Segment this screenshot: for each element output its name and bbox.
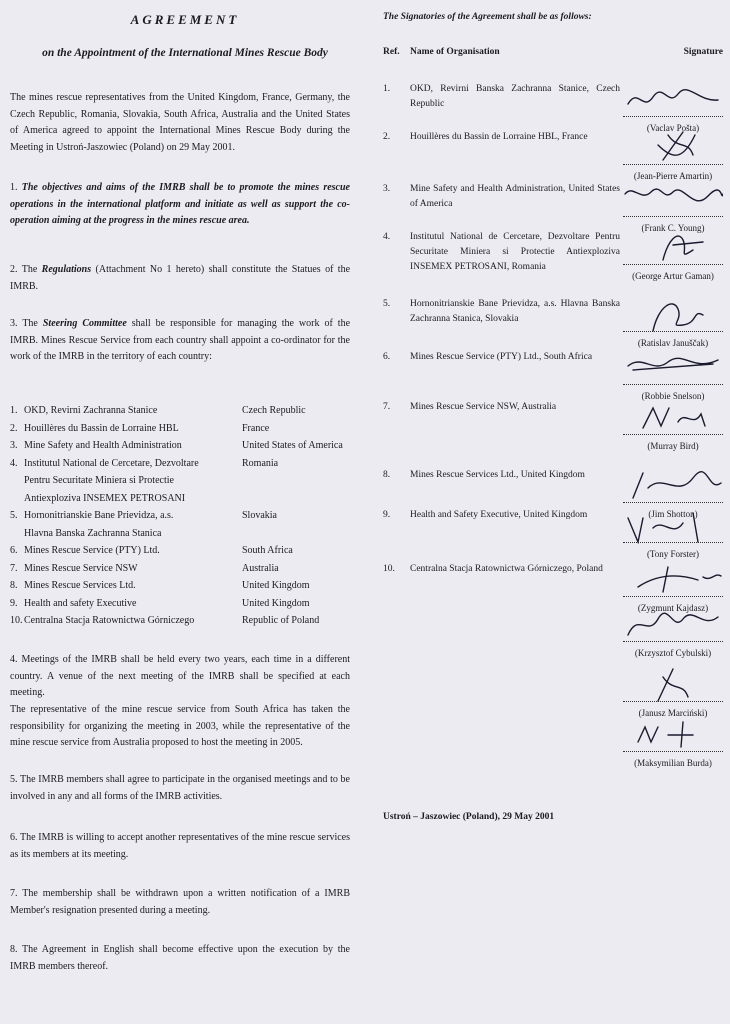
signature-block [623,297,723,357]
signature-line [623,701,723,702]
member-row [10,560,355,578]
member-country: South Africa [242,545,293,556]
signatory-ref: 4. [383,232,391,242]
signatory-ref: 3. [383,184,391,194]
signatory-organisation: OKD, Revirni Banska Zachranna Stanice, Czech Republic [410,84,620,109]
member-country: Australia [242,562,279,574]
member-country: United Kingdom [242,597,310,609]
handwritten-signature [623,508,723,544]
signature-block [623,508,723,568]
handwritten-signature [623,350,723,386]
clause-5: 5. The IMRB members shall agree to participate in the organised meetings and to be involved in any and all forms of the IMRB activities. [10,774,350,802]
signatory-organisation: Mine Safety and Health Administration, United States of America [410,184,620,209]
member-country: United Kingdom [242,580,310,591]
signature-line [623,216,723,217]
handwritten-signature [623,667,723,703]
coordinator-list [10,402,355,630]
member-number: 6. [10,545,18,556]
handwritten-signature [623,297,723,333]
member-country: United States of America [242,440,343,451]
signature-line [623,434,723,435]
signatory-ref: 2. [383,132,391,142]
signatory-name: (Jean-Pierre Amartin) [633,171,713,181]
member-organisation: Institutul National de Cercetare, Dezvoltare [24,457,199,469]
signatory-name: (Vaclav Pošta) [646,123,700,133]
member-organisation: Pentru Securitate Miniera si Protectie [24,475,174,486]
signatory-name: (Frank C. Young) [641,223,705,233]
signatory-name: (Ratislav Januščak) [637,338,709,348]
handwritten-signature [623,468,723,504]
member-row [10,577,355,595]
signatory-organisation: Houillères du Bassin de Lorraine HBL, France [410,132,588,142]
member-row [10,507,355,525]
member-organisation: Mines Rescue Services Ltd. [24,580,136,591]
member-number [10,490,24,508]
signature-line [623,751,723,752]
signatory-name: (Zygmunt Kajdasz) [637,603,709,613]
signatory-name: (Maksymilian Burda) [634,758,712,768]
member-country: Slovakia [242,510,277,521]
clause-2-number: 2. The [10,264,38,275]
clause-2-text: (Attachment No 1 hereto) shall constitute the Statues of the IMRB. [10,264,351,292]
clause-3-term: Steering Committee [42,318,127,329]
signatories-table-header [383,47,723,57]
member-country: France [242,422,270,434]
clause-1-number: 1. [10,182,18,193]
signatory-organisation: Hornonitrianskie Bane Prievidza, a.s. Hlavna Banska Zachranna Stanica, Slovakia [410,299,620,324]
clause-4: 4. Meetings of the IMRB shall be held every two years, each time in a different country. A venue of the next meeting of the IMRB shall be specified at each meeting. [10,654,350,698]
member-organisation: Houillères du Bassin de Lorraine HBL [24,422,179,434]
signatory-ref: 6. [383,352,391,362]
signatory-organisation: Mines Rescue Service (PTY) Ltd., South Africa [410,352,593,362]
document-title: AGREEMENT [130,12,240,27]
member-organisation: Hlavna Banska Zachranna Stanica [24,527,162,539]
handwritten-signature [623,82,723,118]
signatory-name: (Murray Bird) [647,441,699,451]
clause-1-text: The objectives and aims of the IMRB shall be to promote the mines rescue operations in the international platform and initiate as well as support the co-operation aiming at the progress in the mines rescue area. [10,182,350,226]
member-country [242,525,355,543]
member-row [10,402,355,420]
member-country: Republic of Poland [242,615,320,626]
intro-paragraph: The mines rescue representatives from the United Kingdom, France, Germany, the Czech Republic, Romania, Slovakia, South Africa, Australia and the United States of America agreed to appoint the International Mines Rescue Body during the Meeting in Ustroń-Jaszowiec (Poland) on 29 May 2001. [10,92,350,153]
member-row [10,455,355,473]
member-row [10,437,355,455]
right-column [383,12,723,822]
clause-1 [10,180,350,230]
signature-line [623,116,723,117]
member-country [242,472,355,490]
member-number: 7. [10,562,18,574]
signature-line [623,596,723,597]
signatory-ref: 10. [383,564,395,574]
member-number: 3. [10,440,18,451]
signatory-ref: 7. [383,402,391,412]
signature-line [623,164,723,165]
signatories-heading: The Signatories of the Agreement shall be as follows: [383,12,592,22]
member-row [10,595,355,613]
signature-block [623,607,723,667]
handwritten-signature [623,717,723,753]
member-organisation: Centralna Stacja Ratownictwa Górniczego [24,615,195,626]
signature-line [623,331,723,332]
member-country: Czech Republic [242,405,306,416]
handwritten-signature [623,182,723,218]
signature-line [623,542,723,543]
place-and-date: Ustroń – Jaszowiec (Poland), 29 May 2001 [383,812,555,822]
clause-7: 7. The membership shall be withdrawn upon a written notification of a IMRB Member's resignation presented during a meeting. [10,888,350,916]
signatory-name: (Tony Forster) [646,549,700,559]
member-row [10,490,355,508]
clause-3 [10,316,350,366]
signatory-ref: 5. [383,299,391,309]
member-row [10,525,355,543]
signature-block [623,130,723,190]
member-country: Romania [242,457,279,469]
member-row [10,420,355,438]
signatory-name: (Jim Shotton) [648,509,698,519]
header-organisation: Name of Organisation [410,47,500,57]
handwritten-signature [623,130,723,166]
clause-3-text: shall be responsible for managing the work of the IMRB. Mines Rescue Service from each country shall appoint a co-ordinator for the work of the IMRB in the territory of each country: [10,318,351,362]
header-ref: Ref. [383,47,400,57]
member-organisation: Mines Rescue Service (PTY) Ltd. [24,545,160,556]
clause-8: 8. The Agreement in English shall become effective upon the execution by the IMRB members thereof. [10,944,350,972]
handwritten-signature [623,607,723,643]
handwritten-signature [623,562,723,598]
handwritten-signature [623,400,723,436]
member-organisation: OKD, Revirni Zachranna Stanice [24,405,158,416]
member-organisation: Antiexploziva INSEMEX PETROSANI [24,492,186,504]
signatory-organisation: Health and Safety Executive, United Kingdom [410,510,588,520]
member-number: 9. [10,597,18,609]
clause-6: 6. The IMRB is willing to accept another representatives of the mine rescue services as its members at its meeting. [10,832,350,860]
member-number: 10. [10,615,23,626]
member-organisation: Mine Safety and Health Administration [24,440,182,451]
header-signature: Signature [683,47,723,57]
signature-line [623,264,723,265]
member-row [10,612,355,630]
signatory-ref: 9. [383,510,391,520]
signatory-ref: 1. [383,84,391,94]
signatory-name: (Robbie Snelson) [641,391,705,401]
member-organisation: Health and safety Executive [24,597,137,609]
left-column [10,12,360,972]
signature-line [623,384,723,385]
signatory-name: (Janusz Marciński) [638,708,708,718]
signatory-organisation: Centralna Stacja Ratownictwa Górniczego, Poland [410,564,603,574]
signature-block [623,717,723,777]
signatory-name: (George Artur Gaman) [632,271,714,281]
member-country [242,490,355,508]
handwritten-signature [623,230,723,266]
member-number [10,472,24,490]
member-number: 4. [10,457,18,469]
signature-block [623,400,723,460]
member-number: 5. [10,510,18,521]
clause-2-term: Regulations [41,264,92,275]
member-number: 2. [10,422,18,434]
clause-4-continuation: The representative of the mine rescue service from South Africa has taken the responsibility for organizing the meeting in 2003, while the representative of the mine rescue service from Australia proposed to host the meeting in 2005. [10,704,350,748]
member-row [10,472,355,490]
signature-block [623,230,723,290]
member-number: 1. [10,405,18,416]
member-number: 8. [10,580,18,591]
member-row [10,542,355,560]
clause-2 [10,262,350,295]
document-subtitle: on the Appointment of the International Mines Rescue Body [42,47,328,59]
member-number [10,525,24,543]
signatory-name: (Krzysztof Cybulski) [634,648,712,658]
member-organisation: Mines Rescue Service NSW [24,562,138,574]
signatory-organisation: Institutul National de Cercetare, Dezvoltare Pentru Securitate Miniera si Protectie Antiexploziva INSEMEX PETROSANI, Romania [410,232,620,272]
clause-3-number: 3. The [10,318,38,329]
signatory-organisation: Mines Rescue Services Ltd., United Kingdom [410,470,585,480]
signatory-organisation: Mines Rescue Service NSW, Australia [410,402,557,412]
signature-line [623,502,723,503]
member-organisation: Hornonitrianskie Bane Prievidza, a.s. [24,510,174,521]
signature-line [623,641,723,642]
signatory-ref: 8. [383,470,391,480]
